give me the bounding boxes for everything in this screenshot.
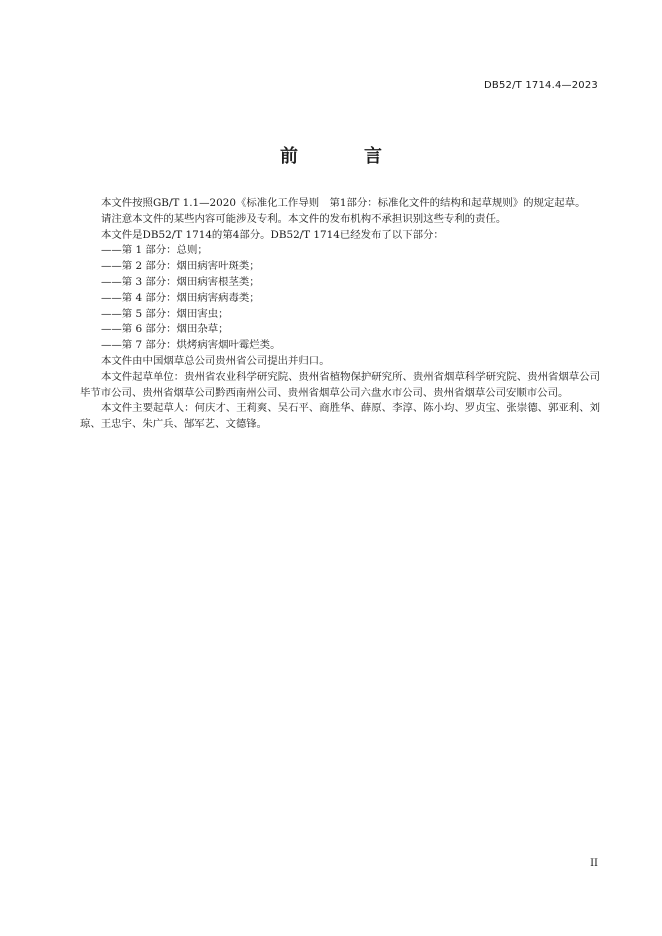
list-item-part-3: ——第 3 部分：烟田病害根茎类； [101, 275, 260, 288]
page-title: 前 言 [280, 146, 406, 167]
paragraph-part-info: 本文件是DB52/T 1714的第4部分。DB52/T 1714已经发布了以下部分： [101, 228, 444, 241]
list-item-part-7: ——第 7 部分：烘烤病害烟叶霉烂类。 [101, 339, 281, 352]
document-code: DB52/T 1714.4—2023 [484, 80, 598, 91]
paragraph-drafting-basis: 本文件按照GB/T 1.1—2020《标准化工作导则 第1部分：标准化文件的结构和起草规则》的规定起草。 [101, 197, 586, 209]
list-item-part-5: ——第 5 部分：烟田害虫； [101, 307, 229, 320]
preface-body [80, 196, 600, 433]
paragraph-drafters: 本文件主要起草人：何庆才、王莉爽、吴石平、商胜华、薛原、李淳、陈小均、罗贞宝、张崇德、郭亚利、刘琼、王忠宇、朱广兵、郜军艺、文德锋。 [80, 402, 600, 431]
paragraph-drafting-units: 本文件起草单位：贵州省农业科学研究院、贵州省植物保护研究所、贵州省烟草科学研究院、贵州省烟草公司毕节市公司、贵州省烟草公司黔西南州公司、贵州省烟草公司六盘水市公司、贵州省烟草公司安顺市公司。 [80, 370, 600, 399]
list-item-part-4: ——第 4 部分：烟田病害病毒类； [101, 291, 260, 304]
list-item-part-1: ——第 1 部分：总则； [101, 244, 208, 257]
list-item-part-2: ——第 2 部分：烟田病害叶斑类； [101, 260, 260, 273]
paragraph-proposer: 本文件由中国烟草总公司贵州省公司提出并归口。 [101, 354, 330, 367]
list-item-part-6: ——第 6 部分：烟田杂草； [101, 323, 229, 336]
page-number: II [590, 858, 598, 869]
paragraph-patent-notice: 请注意本文件的某些内容可能涉及专利。本文件的发布机构不承担识别这些专利的责任。 [101, 212, 507, 225]
